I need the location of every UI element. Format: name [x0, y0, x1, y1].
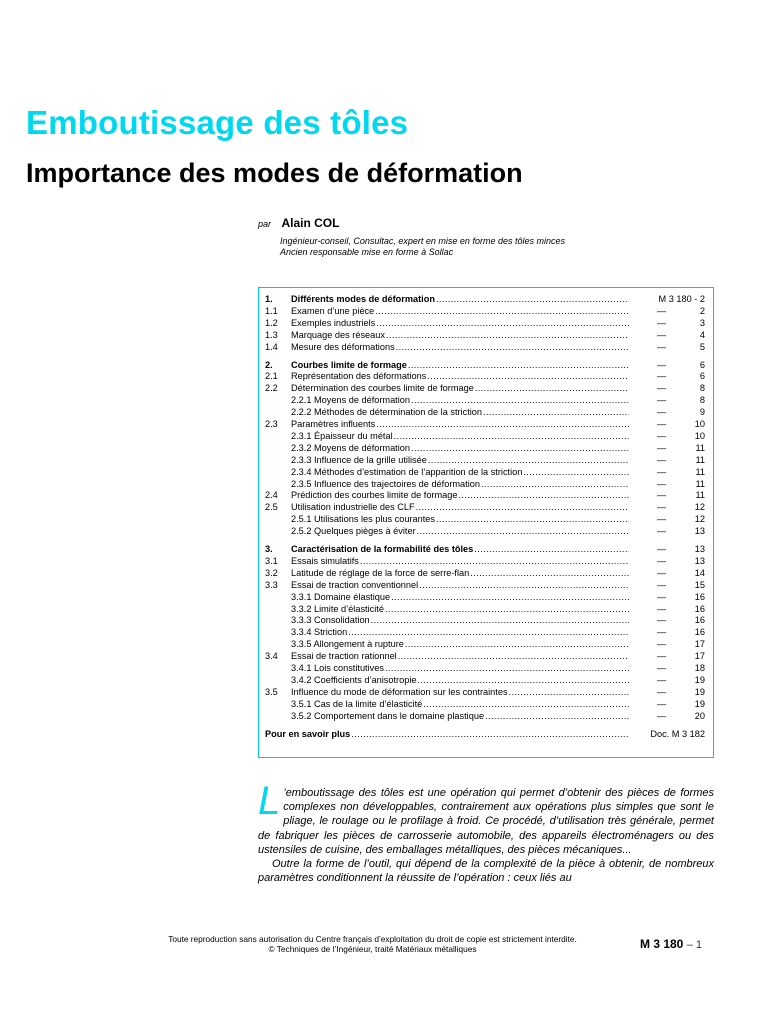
toc-entry-dash: — [657, 567, 667, 578]
toc-entry [265, 591, 707, 603]
toc-entry-label [291, 686, 629, 698]
toc-entry [265, 305, 707, 317]
toc-entry-title: Examen d’une pièce [291, 305, 375, 316]
toc-entry [265, 603, 707, 615]
toc-entry-label [291, 370, 629, 382]
toc-entry-page: 11 [695, 490, 705, 501]
toc-entry-title: 3.3.2 Limite d’élasticité [291, 603, 384, 614]
author-former-role: Ancien responsable mise en forme à Sollac [280, 247, 454, 257]
toc-entry [265, 359, 707, 371]
toc-entry [265, 406, 707, 418]
toc-entry-page: 9 [699, 407, 705, 418]
author-prefix: par [258, 219, 272, 229]
toc-entry-label [291, 430, 629, 442]
toc-entry-title: Exemples industriels [291, 317, 376, 328]
toc-entry-label [291, 442, 629, 454]
toc-entry [265, 710, 707, 722]
toc-entry-title: 2.5.1 Utilisations les plus courantes [291, 514, 436, 525]
toc-entry-page: M 3 180 - 2 [658, 294, 705, 304]
toc-entry-dash: — [657, 591, 667, 602]
toc-entry-dash: — [657, 407, 667, 418]
toc-entry-dash: — [657, 663, 667, 673]
toc-entry-title: 2.3.5 Influence des trajectoires de déformation [291, 478, 480, 489]
toc-entry-label [291, 543, 629, 555]
toc-entry-dash: — [657, 371, 667, 382]
toc-entry-label [291, 555, 629, 567]
toc-entry [265, 382, 707, 394]
toc-entry-label [291, 359, 629, 371]
toc-entry-title: Pour en savoir plus [265, 728, 351, 739]
toc-entry-dash: — [657, 710, 667, 721]
toc-entry-dash: — [657, 651, 667, 662]
toc-entry-dash: — [657, 502, 667, 513]
toc-entry-number: 2. [265, 359, 273, 370]
toc-entry-dash: — [657, 490, 667, 501]
toc-entry-title: 2.3.1 Épaisseur du métal [291, 430, 393, 441]
toc-entry [265, 501, 707, 513]
toc-entry-label [291, 567, 629, 579]
toc-entry-dash: — [657, 514, 667, 525]
toc-entry-dash: — [657, 639, 667, 650]
copyright-line: Toute reproduction sans autorisation du Centre français d’exploitation du droit de copie est strictement interdite. [168, 934, 577, 944]
toc-entry-dash: — [657, 674, 667, 685]
document-title: Emboutissage des tôles [26, 104, 409, 141]
toc-entry-label [291, 513, 629, 525]
toc-entry-number: 3.5 [265, 686, 278, 697]
author-name: Alain COL [281, 216, 340, 230]
toc-entry-label [291, 638, 629, 650]
toc-entry-label [291, 382, 629, 394]
intro-paragraph-2: Outre la forme de l’outil, qui dépend de la complexité de la pièce à obtenir, de nombreux paramètres conditionnent la réussite de l’opération : ceux liés au [258, 858, 714, 885]
toc-entry [265, 614, 707, 626]
toc-entry-page: 19 [694, 674, 705, 685]
toc-entry [265, 478, 707, 490]
toc-entry-dash: — [657, 526, 667, 537]
toc-entry-page: 11 [695, 466, 705, 477]
toc-entry [265, 341, 707, 353]
toc-entry-title: 2.5.2 Quelques pièges à éviter [291, 526, 416, 537]
toc-entry-page: 19 [694, 686, 705, 697]
toc-entry-label [291, 478, 629, 490]
toc-entry [265, 662, 707, 674]
author-block [258, 214, 718, 258]
toc-entry-page: 18 [694, 663, 705, 673]
toc-entry [265, 638, 707, 650]
toc-entry-title: Courbes limite de formage [291, 359, 407, 370]
toc-entry-number: 1.4 [265, 341, 278, 352]
toc-entry-label [291, 698, 629, 710]
toc-entry [265, 555, 707, 567]
toc-entry [265, 317, 707, 329]
toc-entry-number: 2.5 [265, 502, 278, 513]
toc-entry-page: 13 [694, 544, 705, 554]
toc-entry-title: Essai de traction rationnel [291, 651, 397, 662]
toc-entry-title: Prédiction des courbes limite de formage [291, 490, 458, 501]
toc-entry-title: Différents modes de déformation [291, 294, 435, 304]
toc-entry-page: 16 [694, 627, 705, 638]
toc-entry-title: 3.3.5 Allongement à rupture [291, 639, 404, 650]
toc-entry [265, 686, 707, 698]
toc-entry-page: 10 [694, 430, 705, 441]
toc-entry-title: Représentation des déformations [291, 371, 427, 382]
toc-entry-dash: — [657, 544, 667, 554]
toc-entry-page: 19 [694, 698, 705, 709]
toc-entry-number: 1.2 [265, 317, 278, 328]
toc-entry-label [291, 329, 629, 341]
toc-entry-number: 3.4 [265, 651, 278, 662]
toc-entry-label [291, 614, 629, 626]
toc-entry-page: 6 [699, 371, 705, 382]
toc-entry-page: 13 [694, 555, 705, 566]
toc-entry [265, 674, 707, 686]
toc-entry-page: 4 [699, 329, 705, 340]
toc-entry-dash: — [657, 395, 667, 406]
toc-entry-page: 16 [694, 615, 705, 626]
toc-entry-title: Mesure des déformations [291, 341, 395, 352]
toc-entry-title: 3.3.4 Striction [291, 627, 348, 638]
toc-entry-number: 2.4 [265, 490, 278, 501]
toc-entry-title: 3.5.1 Cas de la limite d’élasticité [291, 698, 423, 709]
toc-entry-title: Utilisation industrielle des CLF [291, 502, 415, 513]
toc-entry [265, 394, 707, 406]
toc-entry-label [291, 501, 629, 513]
copyright-notice [100, 935, 645, 954]
toc-entry [265, 489, 707, 501]
toc-entry-dash: — [657, 454, 667, 465]
toc-entry-number: 3.1 [265, 555, 278, 566]
toc-entry-title: Essais simulatifs [291, 555, 359, 566]
toc-entry [265, 626, 707, 638]
toc-entry-dash: — [657, 603, 667, 614]
toc-entry [265, 442, 707, 454]
toc-entry-page: 2 [699, 305, 705, 316]
toc-entry-label [291, 674, 629, 686]
author-affiliation: Ingénieur-conseil, Consultac, expert en mise en forme des tôles minces [280, 236, 565, 246]
toc-entry-label [265, 728, 629, 740]
toc-entry-dash: — [657, 419, 667, 429]
toc-entry-label [291, 466, 629, 478]
toc-entry-label [291, 525, 629, 537]
toc-entry-page: 3 [699, 317, 705, 328]
toc-entry [265, 698, 707, 710]
toc-entry-label [291, 418, 629, 430]
toc-entry-page: 17 [694, 651, 705, 662]
toc-entry-title: 3.3.3 Consolidation [291, 615, 370, 626]
toc-entry-number: 1.3 [265, 329, 278, 340]
toc-entry-number: 3.3 [265, 579, 278, 590]
toc-entry-label [291, 650, 629, 662]
toc-entry-label [291, 626, 629, 638]
toc-entry-page: 16 [694, 591, 705, 602]
toc-entry-page: 20 [694, 710, 705, 721]
intro-text [258, 779, 714, 885]
toc-entry-page: 11 [695, 478, 705, 489]
toc-entry [265, 567, 707, 579]
toc-entry [265, 370, 707, 382]
table-of-contents [258, 287, 714, 758]
toc-entry-title: 3.4.2 Coefficients d’anisotropie [291, 674, 417, 685]
toc-entry-number: 3. [265, 544, 273, 554]
toc-entry [265, 293, 707, 305]
toc-entry-page: 12 [694, 514, 705, 525]
toc-entry-number: 3.2 [265, 567, 278, 578]
toc-entry-number: 1. [265, 294, 273, 304]
toc-entry-dash: — [657, 359, 667, 370]
toc-entry-page: 11 [695, 454, 705, 465]
intro-paragraph-1: ’emboutissage des tôles est une opération qui permet d’obtenir des pièces de formes complexes non développables, contrairement aux opérations plus simples que sont le pliage, le roulage ou le profilage à froid. Ce procédé, d’utilisation très générale, permet de fabriquer les pièces de carrosserie automobile, des appareils électroménagers ou des ustensiles de cuisine, des emballages métalliques, des pièces mécaniques... [258, 787, 714, 856]
toc-entry-title: 2.2.1 Moyens de déformation [291, 395, 410, 406]
toc-entry-label [291, 489, 629, 501]
toc-entry-page: 8 [699, 383, 705, 394]
toc-entry-page: 16 [694, 603, 705, 614]
document-subtitle: Importance des modes de déformation [26, 158, 523, 188]
toc-entry-title: 3.4.1 Lois constitutives [291, 663, 384, 673]
toc-entry-label [291, 710, 629, 722]
toc-entry-label [291, 293, 629, 305]
toc-entry-dash: — [657, 615, 667, 626]
toc-entry-dash: — [657, 686, 667, 697]
toc-entry-page: 14 [694, 567, 705, 578]
toc-entry [265, 454, 707, 466]
toc-entry-page: 17 [694, 639, 705, 650]
toc-entry-title: Caractérisation de la formabilité des tôles [291, 544, 474, 554]
toc-entry [265, 525, 707, 537]
toc-entry-label [291, 662, 629, 674]
toc-entry-page: 15 [694, 579, 705, 590]
toc-entry-label [291, 591, 629, 603]
toc-entry-label [291, 603, 629, 615]
toc-entry-dash: — [657, 329, 667, 340]
toc-entry [265, 466, 707, 478]
toc-entry-dash: — [657, 305, 667, 316]
toc-entry [265, 329, 707, 341]
toc-entry-title: 3.3.1 Domaine élastique [291, 591, 391, 602]
toc-entry-dash: — [657, 466, 667, 477]
page-reference [640, 937, 702, 951]
toc-entry-title: Paramètres influents [291, 419, 376, 429]
drop-cap: L [258, 779, 281, 823]
toc-entry-title: Détermination des courbes limite de formage [291, 383, 474, 394]
toc-entry-label [291, 317, 629, 329]
toc-entry [265, 579, 707, 591]
toc-entry-title: 2.3.3 Influence de la grille utilisée [291, 454, 427, 465]
toc-entry-label [291, 341, 629, 353]
toc-entry-title: 3.5.2 Comportement dans le domaine plastique [291, 710, 485, 721]
toc-entry-number: 2.1 [265, 371, 278, 382]
toc-entry-dash: — [657, 430, 667, 441]
publisher-line: © Techniques de l’Ingénieur, traité Matériaux métalliques [268, 943, 477, 954]
toc-entry-dash: — [657, 317, 667, 328]
toc-entry-label [291, 579, 629, 591]
toc-entry-page: 13 [694, 526, 705, 537]
toc-entry-dash: — [657, 627, 667, 638]
toc-entry-page: 8 [699, 395, 705, 406]
toc-entry-number: 2.3 [265, 419, 278, 429]
toc-entry-dash: — [657, 698, 667, 709]
toc-entry-dash: — [657, 555, 667, 566]
toc-entry-dash: — [657, 383, 667, 394]
toc-entry-title: 2.2.2 Méthodes de détermination de la striction [291, 407, 483, 418]
toc-entry-title: Influence du mode de déformation sur les contraintes [291, 686, 508, 697]
toc-entry-dash: — [657, 442, 667, 453]
toc-entry-dash: — [657, 478, 667, 489]
toc-entry-dash: — [657, 341, 667, 352]
toc-entry-label [291, 394, 629, 406]
document-reference: M 3 180 [640, 937, 684, 951]
toc-entry-page: 11 [695, 442, 705, 453]
toc-entry-page: 5 [699, 341, 705, 352]
toc-entry [265, 543, 707, 555]
toc-entry-label [291, 454, 629, 466]
toc-entry-title: 2.3.2 Moyens de déformation [291, 442, 410, 453]
toc-entry [265, 728, 707, 740]
toc-entry [265, 650, 707, 662]
toc-entry-title: 2.3.4 Méthodes d’estimation de l’apparition de la striction [291, 466, 523, 477]
toc-entry-page: 12 [694, 502, 705, 513]
toc-entry-title: Marquage des réseaux [291, 329, 385, 340]
toc-entry [265, 418, 707, 430]
toc-entry-label [291, 305, 629, 317]
toc-entry-number: 2.2 [265, 383, 278, 394]
toc-entry-title: Essai de traction conventionnel [291, 579, 419, 590]
toc-entry-page: Doc. M 3 182 [650, 728, 705, 739]
toc-entry [265, 430, 707, 442]
toc-entry-page: 10 [694, 419, 705, 429]
toc-entry-number: 1.1 [265, 305, 278, 316]
toc-entry [265, 513, 707, 525]
page-number: – 1 [686, 939, 702, 951]
toc-entry-dash: — [657, 579, 667, 590]
toc-entry-label [291, 406, 629, 418]
toc-entry-page: 6 [699, 359, 705, 370]
toc-entry-title: Latitude de réglage de la force de serre-flan [291, 567, 470, 578]
